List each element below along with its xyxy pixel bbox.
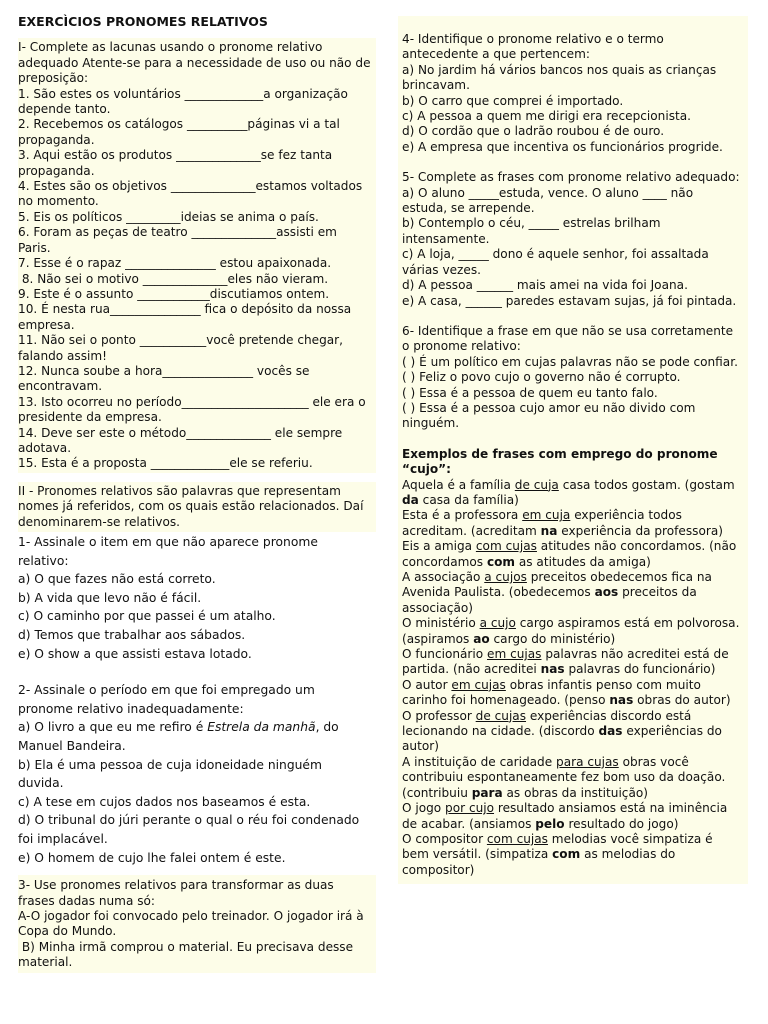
example-text: Aquela é a família [402, 477, 515, 492]
example-relative-pronoun: com cujas [486, 831, 548, 846]
example-text: preceitos obedecemos fica na Avenida Paulista. (obedecemos [402, 570, 712, 600]
example-text: O funcionário [402, 647, 488, 662]
example-preposition: ao [473, 631, 490, 646]
question-3-item: A-O jogador foi convocado pelo treinador. O jogador irá à Copa do Mundo. [18, 908, 364, 939]
example-text: Esta é a professora [402, 508, 523, 523]
question-6-option: ( ) Feliz o povo cujo o governo não é corrupto. [402, 370, 681, 385]
example-text: melodias você simpatiza é bem versátil. (simpatiza [402, 831, 713, 862]
question-4-option: b) O carro que comprei é importado. [402, 93, 624, 108]
example-preposition: na [540, 523, 558, 538]
question-6-option: ( ) É um político em cujas palavras não se pode confiar. [402, 354, 738, 369]
question-5-option: a) O aluno _____estuda, vence. O aluno ____ não estuda, se arrepende. [402, 185, 694, 216]
example-text: resultado ansiamos está na iminência de acabar. (ansiamos [402, 801, 728, 831]
option-a-text-end: , do Manuel Bandeira. [18, 720, 339, 753]
example-preposition: pelo [535, 816, 565, 831]
example-relative-pronoun: em cujas [487, 647, 542, 662]
example-text: cargo do ministério) [489, 631, 616, 646]
example-relative-pronoun: com cujas [475, 539, 537, 554]
example-text: O autor [402, 677, 452, 692]
example-sentence [402, 678, 742, 709]
example-text: as atitudes da amiga) [515, 554, 651, 569]
example-text: experiência todos acreditam. (acreditam [402, 508, 682, 538]
question-1-option: d) Temos que trabalhar aos sábados. [18, 627, 246, 642]
section1-item: 12. Nunca soube a hora_______________ vocês se encontravam. [18, 363, 310, 394]
example-text: obras você contribuiu espontaneamente fez bom uso da doação. (contribuiu [402, 754, 726, 800]
example-sentence [402, 478, 742, 509]
example-text: A associação [402, 570, 485, 584]
example-preposition: da [402, 492, 419, 507]
example-relative-pronoun: a cujos [484, 570, 527, 584]
example-relative-pronoun: em cujas [451, 677, 506, 692]
question-6-option: ( ) Essa é a pessoa cujo amor eu não divido com ninguém. [402, 400, 696, 431]
example-preposition: das [598, 724, 623, 739]
examples-list [402, 478, 742, 879]
example-relative-pronoun: a cujo [479, 616, 516, 631]
example-text: experiência da professora) [557, 523, 723, 538]
question-4-option: c) A pessoa a quem me dirigi era recepcionista. [402, 109, 691, 124]
example-text: O compositor [402, 831, 487, 846]
question-3-item: B) Minha irmã comprou o material. Eu precisava desse material. [18, 939, 357, 970]
section1-item: 14. Deve ser este o método______________ ele sempre adotava. [18, 425, 343, 455]
question-4-prompt: 4- Identifique o pronome relativo e o termo antecedente a que pertencem: [402, 32, 664, 62]
question-6-option: ( ) Essa é a pessoa de quem eu tanto falo. [402, 385, 658, 400]
example-preposition: nas [609, 693, 634, 708]
book-title: Estrela da manhã [207, 720, 316, 735]
question-4 [402, 32, 742, 155]
question-1-option: c) O caminho por que passei é um atalho. [18, 609, 276, 624]
example-sentence [402, 755, 742, 801]
section1-item: 3. Aqui estão os produtos ______________se fez tanta propaganda. [18, 148, 333, 178]
section1-item: 10. É nesta rua_______________ fica o depósito da nossa empresa. [18, 302, 352, 332]
example-sentence [402, 832, 742, 878]
example-text: experiências discordo está lecionando na cidade. (discordo [402, 708, 692, 739]
example-preposition: aos [594, 585, 619, 600]
section1-block [18, 38, 376, 472]
question-1 [18, 533, 370, 663]
section1-intro: I- Complete as lacunas usando o pronome relativo adequado Atente-se para a necessidade de uso ou não de preposição: [18, 40, 371, 86]
section1-item: 8. Não sei o motivo ______________eles não vieram. [18, 271, 329, 286]
example-text: preceitos da associação) [402, 585, 697, 615]
example-relative-pronoun: por cujo [445, 801, 495, 816]
example-preposition: para [471, 785, 503, 800]
right-column [398, 16, 748, 884]
example-sentence [402, 801, 742, 832]
example-text: experiências do autor) [402, 724, 722, 754]
section1-item: 5. Eis os políticos _________ideias se anima o país. [18, 209, 319, 224]
example-text: casa todos gostam. (gostam [558, 477, 735, 492]
question-6-prompt: 6- Identifique a frase em que não se usa corretamente o pronome relativo: [402, 323, 734, 354]
section2-block [18, 482, 376, 532]
example-sentence [402, 539, 742, 570]
example-text: palavras não acreditei está de partida. (não acreditei [402, 647, 729, 677]
section1-item: 11. Não sei o ponto ___________você pretende chegar, falando assim! [18, 333, 343, 363]
example-relative-pronoun: em cuja [522, 508, 571, 523]
example-sentence [402, 570, 742, 616]
question-4-option: a) No jardim há vários bancos nos quais as crianças brincavam. [402, 62, 717, 93]
examples-heading: Exemplos de frases com emprego do pronome “cujo”: [402, 446, 718, 477]
question-4-option: d) O cordão que o ladrão roubou é de ouro. [402, 124, 665, 139]
example-text: resultado do jogo) [564, 816, 679, 831]
example-relative-pronoun: de cujas [475, 708, 527, 723]
question-5 [402, 170, 742, 309]
question-2-option: b) Ela é uma pessoa de cuja idoneidade ninguém duvida. [18, 757, 322, 791]
option-a-text: a) O livro a que eu me refiro é [18, 720, 208, 735]
question-5-option: c) A loja, _____ dono é aquele senhor, foi assaltada várias vezes. [402, 247, 709, 277]
question-5-prompt: 5- Complete as frases com pronome relativo adequado: [402, 170, 740, 185]
example-preposition: com [552, 847, 581, 862]
example-preposition: nas [540, 662, 565, 677]
page-title: EXERCÌCIOS PRONOMES RELATIVOS [18, 14, 268, 29]
question-1-option: b) A vida que levo não é fácil. [18, 590, 202, 605]
example-text: palavras do funcionário) [564, 662, 716, 677]
section1-item: 6. Foram as peças de teatro ______________assisti em Paris. [18, 225, 337, 255]
question-3-prompt: 3- Use pronomes relativos para transformar as duas frases dadas numa só: [18, 878, 334, 908]
example-text: O professor [402, 708, 476, 723]
question-2-option: e) O homem de cujo lhe falei ontem é este. [18, 850, 286, 865]
section1-item: 13. Isto ocorreu no período_____________________ ele era o presidente da empresa. [18, 394, 366, 425]
example-preposition: com [486, 554, 516, 569]
example-sentence [402, 709, 742, 755]
question-5-option: d) A pessoa ______ mais amei na vida foi Joana. [402, 278, 688, 293]
example-text: cargo aspiramos está em polvorosa. (aspiramos [402, 616, 740, 646]
question-1-option: a) O que fazes não está correto. [18, 572, 216, 587]
example-text: as obras da instituição) [502, 785, 648, 800]
question-5-option: b) Contemplo o céu, _____ estrelas brilham intensamente. [402, 216, 661, 246]
question-1-prompt: 1- Assinale o item em que não aparece pronome relativo: [18, 535, 318, 568]
right-column-block [398, 16, 748, 884]
question-2 [18, 681, 370, 867]
example-text: O jogo [402, 801, 446, 816]
question-3 [18, 875, 376, 972]
question-2-option: d) O tribunal do júri perante o qual o réu foi condenado foi implacável. [18, 813, 360, 846]
example-text: O ministério [402, 616, 480, 631]
example-text: A instituição de caridade [402, 754, 557, 769]
section1-item: 2. Recebemos os catálogos __________páginas vi a tal propaganda. [18, 117, 340, 147]
left-column [18, 14, 370, 973]
example-sentence [402, 616, 742, 647]
example-sentence [402, 647, 742, 678]
section1-item: 9. Este é o assunto ____________discutiamos ontem. [18, 286, 330, 301]
example-relative-pronoun: de cuja [514, 477, 559, 492]
example-text: casa da família) [418, 492, 519, 507]
example-text: obras do autor) [633, 693, 731, 708]
section1-item: 15. Esta é a proposta _____________ele se referiu. [18, 456, 313, 471]
example-text: obras infantis penso com muito carinho foi homenageado. (penso [402, 677, 701, 708]
question-2-prompt: 2- Assinale o período em que foi empregado um pronome relativo inadequadamente: [18, 683, 315, 716]
question-2-option: c) A tese em cujos dados nos baseamos é esta. [18, 794, 311, 809]
question-5-option: e) A casa, ______ paredes estavam sujas, já foi pintada. [402, 293, 737, 308]
question-2-option-a [18, 718, 370, 755]
question-4-option: e) A empresa que incentiva os funcionários progride. [402, 139, 723, 154]
section2-intro: II - Pronomes relativos são palavras que representam nomes já referidos, com os quais estão relacionados. Daí denominarem-se relativos. [18, 483, 364, 529]
example-sentence [402, 508, 742, 539]
section1-item: 1. São estes os voluntários _____________a organização depende tanto. [18, 86, 348, 117]
question-6 [402, 324, 742, 432]
example-text: atitudes não concordamos. (não concordamos [402, 539, 737, 569]
question-1-option: e) O show a que assisti estava lotado. [18, 646, 252, 661]
section1-item: 4. Estes são os objetivos ______________estamos voltados no momento. [18, 179, 363, 209]
cujo-examples [402, 447, 742, 878]
section1-item: 7. Esse é o rapaz _______________ estou apaixonada. [18, 256, 332, 271]
example-text: Eis a amiga [402, 539, 476, 554]
example-relative-pronoun: para cujas [556, 754, 619, 769]
example-text: as melodias do compositor) [402, 847, 676, 877]
